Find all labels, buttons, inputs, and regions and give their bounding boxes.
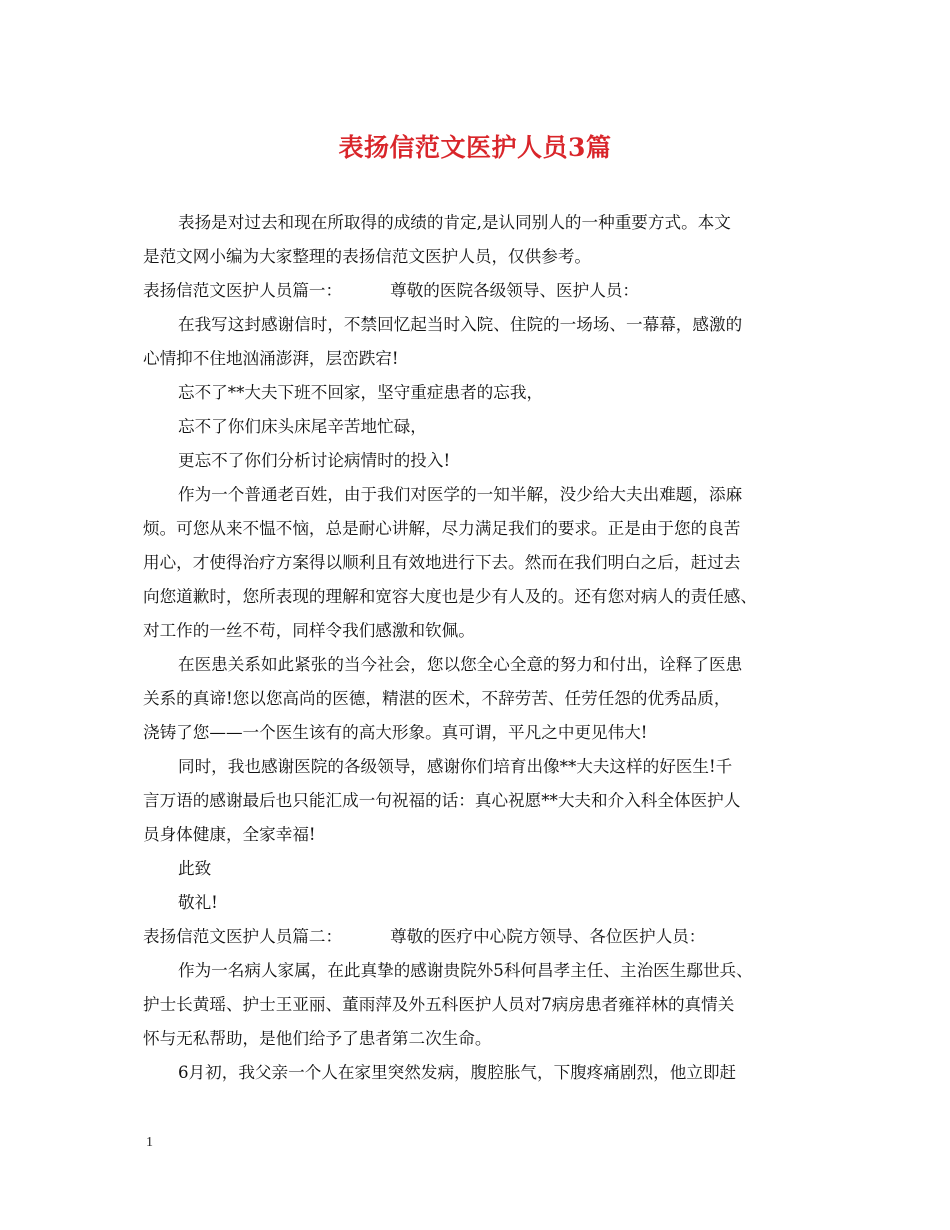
paragraph-line: 对工作的一丝不苟，同样令我们感激和钦佩。	[143, 621, 475, 640]
paragraph-line: 表扬是对过去和现在所取得的成绩的肯定,是认同别人的一种重要方式。本文	[178, 213, 731, 232]
section-heading-line	[143, 920, 815, 954]
paragraph-line: 在我写这封感谢信时，不禁回忆起当时入院、住院的一场场、一幕幕，感激的	[178, 315, 743, 334]
paragraph-line: 忘不了**大夫下班不回家，坚守重症患者的忘我，	[178, 383, 544, 402]
paragraph-line: 心情抑不住地汹涌澎湃，层峦跌宕!	[143, 349, 399, 368]
paragraph-line: 忘不了你们床头床尾辛苦地忙碌，	[178, 417, 427, 436]
paragraph-line: 同时，我也感谢医院的各级领导，感谢你们培育出像**大夫这样的好医生!千	[178, 757, 733, 776]
paragraph-line: 怀与无私帮助，是他们给予了患者第二次生命。	[143, 1029, 492, 1048]
paragraph-line: 是范文网小编为大家整理的表扬信范文医护人员，仅供参考。	[143, 247, 592, 266]
section-heading: 表扬信范文医护人员篇一：	[143, 281, 343, 300]
paragraph-line: 关系的真谛!您以您高尚的医德，精湛的医术，不辞劳苦、任劳任怨的优秀品质，	[143, 689, 731, 708]
paragraph-line: 此致	[178, 859, 212, 878]
paragraph-line: 护士长黄瑶、护士王亚丽、董雨萍及外五科医护人员对7病房患者雍祥林的真情关	[143, 995, 735, 1014]
salutation-text: 尊敬的医疗中心院方领导、各位医护人员：	[390, 927, 706, 946]
paragraph-line: 言万语的感谢最后也只能汇成一句祝福的话：真心祝愿**大夫和介入科全体医护人	[143, 791, 741, 810]
section-heading: 表扬信范文医护人员篇二：	[143, 927, 343, 946]
paragraph-line: 用心，才使得治疗方案得以顺利且有效地进行下去。然而在我们明白之后，赶过去	[143, 553, 741, 572]
salutation-text: 尊敬的医院各级领导、医护人员：	[390, 281, 640, 300]
paragraph-line: 向您道歉时，您所表现的理解和宽容大度也是少有人及的。还有您对病人的责任感、	[143, 587, 757, 606]
paragraph-line: 作为一个普通老百姓，由于我们对医学的一知半解，没少给大夫出难题，添麻	[178, 485, 743, 504]
paragraph-line: 员身体健康，全家幸福!	[143, 825, 316, 844]
section-heading-line	[143, 274, 815, 308]
document-title: 表扬信范文医护人员3篇	[338, 133, 612, 162]
paragraph-line: 在医患关系如此紧张的当今社会，您以您全心全意的努力和付出，诠释了医患	[178, 655, 743, 674]
paragraph-line: 烦。可您从来不愠不恼，总是耐心讲解，尽力满足我们的要求。正是由于您的良苦	[143, 519, 741, 538]
paragraph-line: 浇铸了您——一个医生该有的高大形象。真可谓，平凡之中更见伟大!	[143, 723, 648, 742]
paragraph-line: 6月初，我父亲一个人在家里突然发病，腹腔胀气，下腹疼痛剧烈，他立即赶	[178, 1063, 737, 1082]
paragraph-line: 敬礼!	[178, 893, 218, 912]
paragraph-line: 作为一名病人家属，在此真挚的感谢贵院外5科何昌孝主任、主治医生鄢世兵、	[178, 961, 753, 980]
document-body	[143, 206, 815, 1090]
paragraph-line: 更忘不了你们分析讨论病情时的投入!	[178, 451, 451, 470]
page-number: 1	[146, 1135, 153, 1150]
